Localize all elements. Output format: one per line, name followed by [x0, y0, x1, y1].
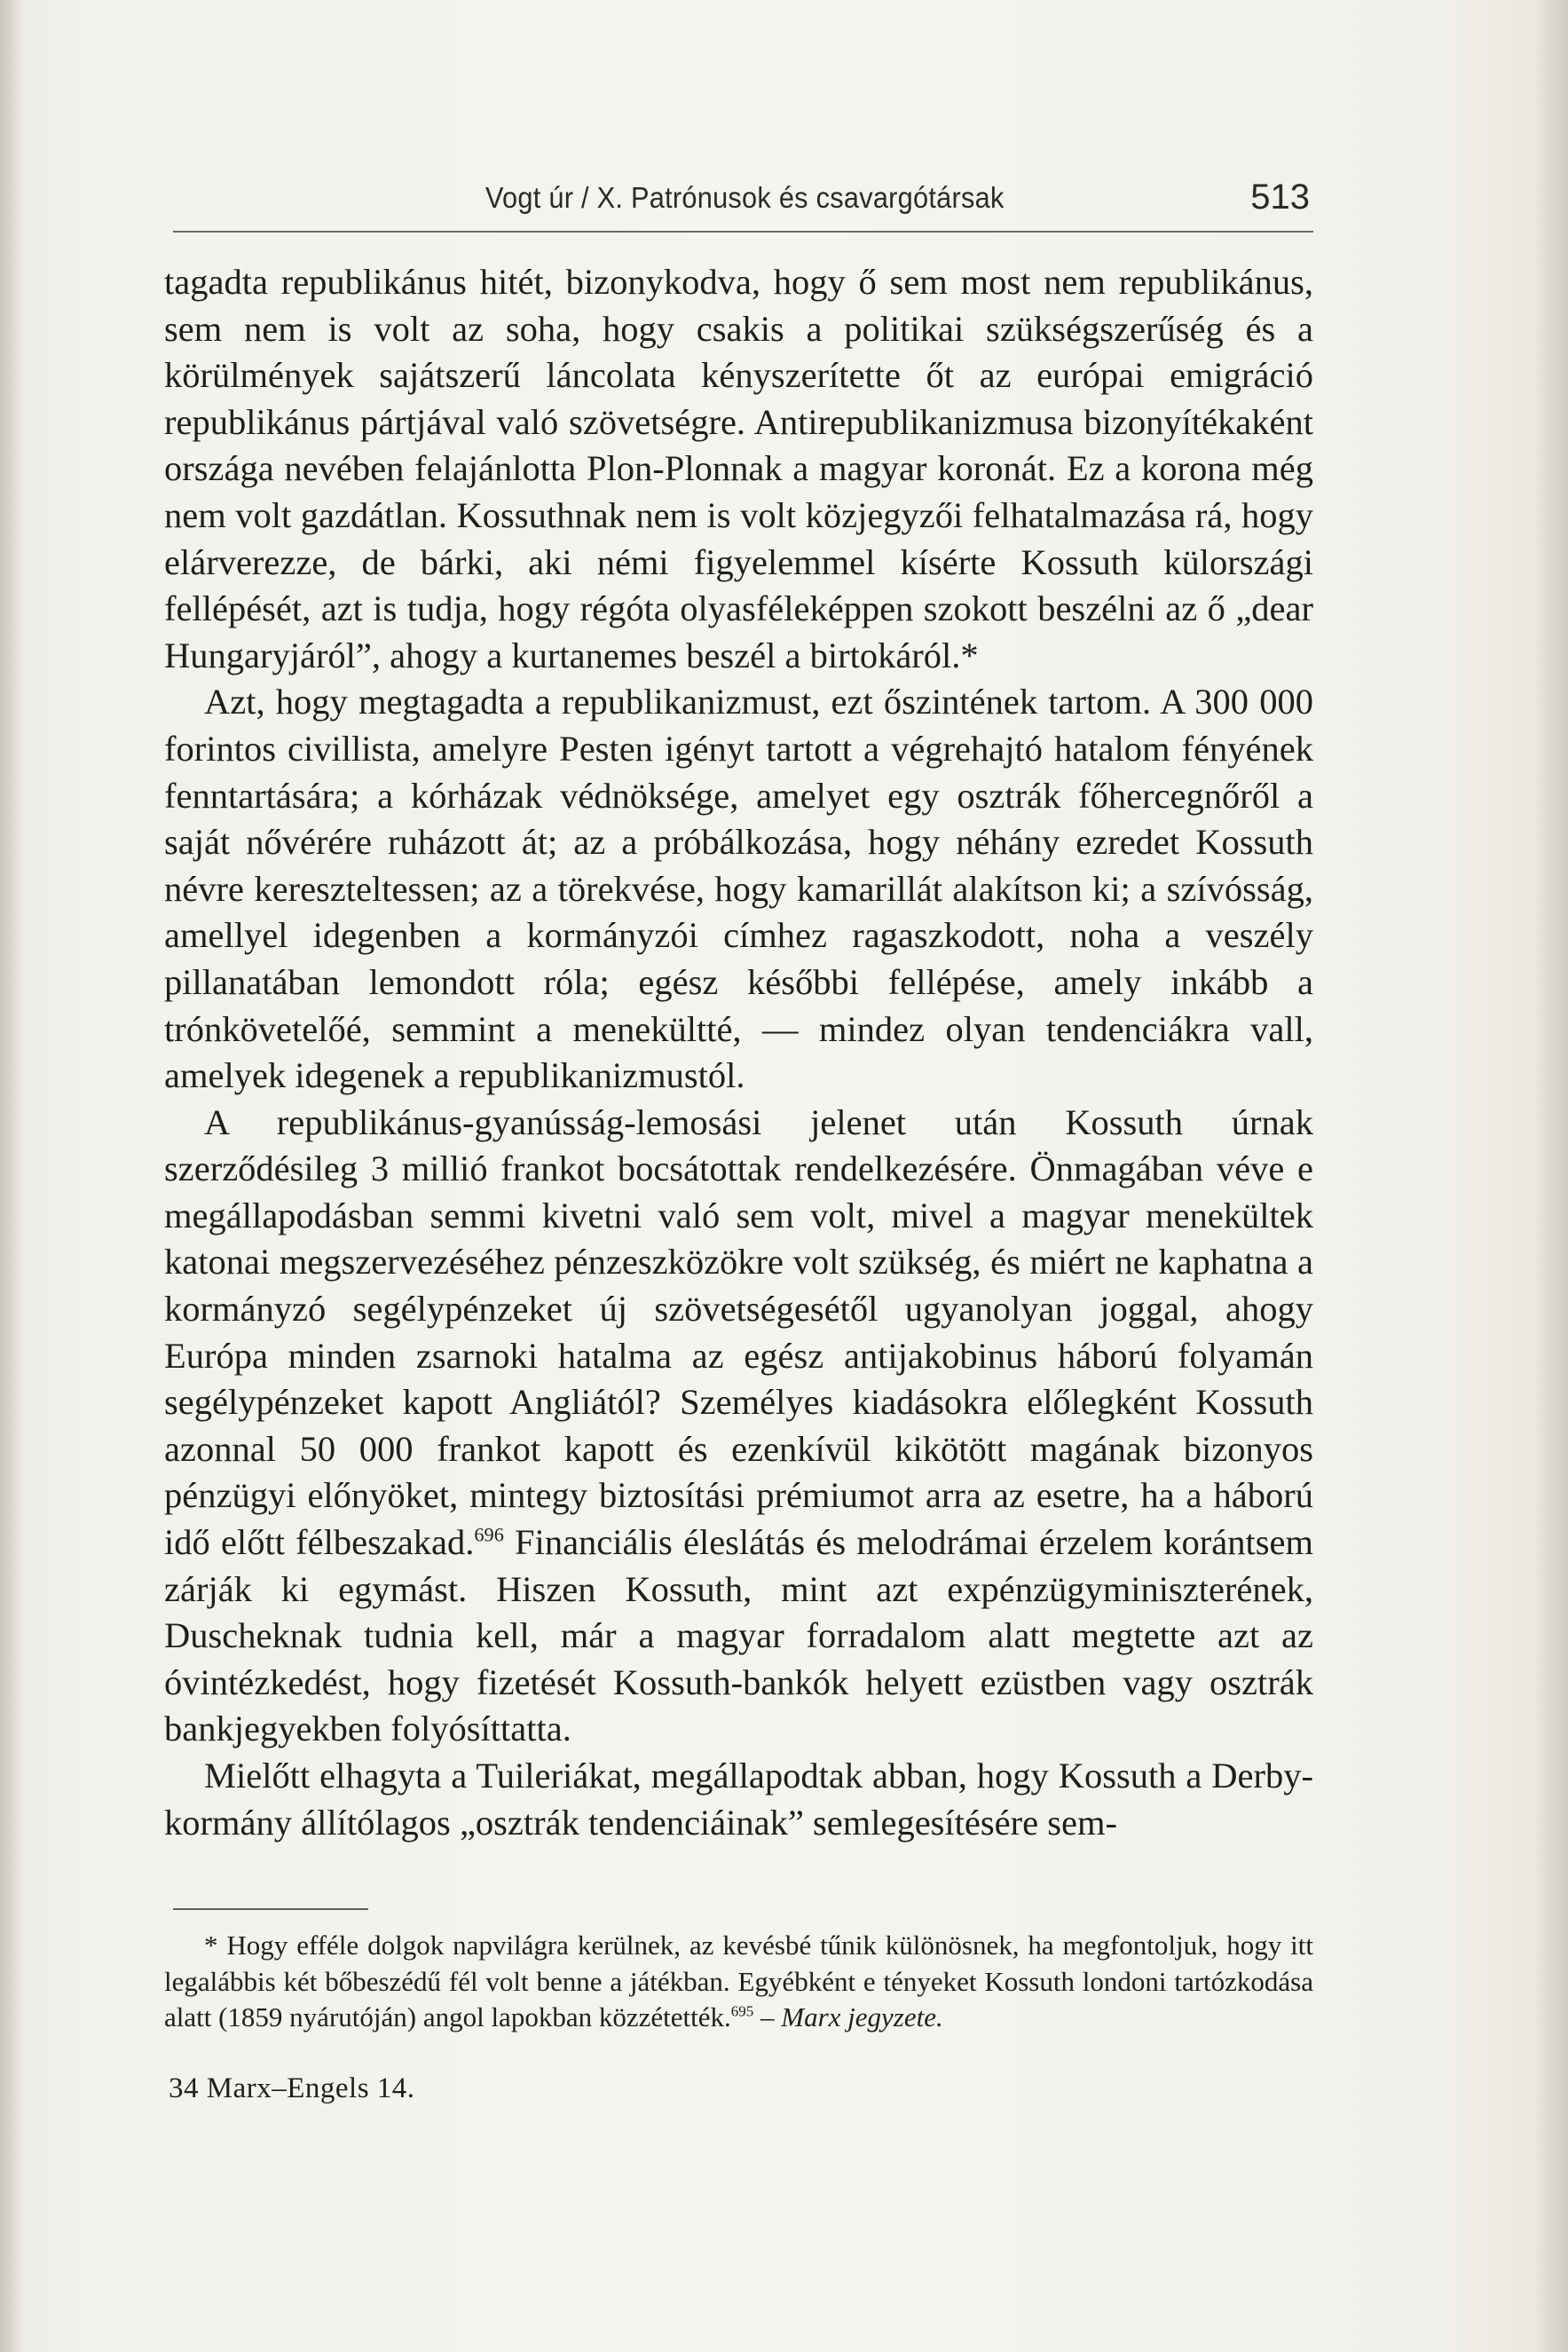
- footnote: [164, 1928, 1313, 2036]
- paragraph-4: Mielőtt elhagyta a Tuileriákat, megállapodtak abban, hogy Kossuth a Derby-kormány állítólagos „osztrák tendenciáinak” semlegesítésére sem-: [164, 1756, 1313, 1843]
- running-head: Vogt úr / X. Patrónusok és csavargótársak: [485, 181, 1005, 214]
- paragraph-3-part-1: A republikánus-gyanússág-lemosási jelenet után Kossuth úrnak szerződésileg 3 millió frankot bocsátottak rendelkezésére. Önmagában véve e megállapodásban semmi kivetni való sem volt, mivel a magyar menekültek katonai megszervezéséhez pénzeszközökre volt szükség, és miért ne kaphatna a kormányzó segélypénzeket új szövetségesétől ugyanolyan joggal, ahogy Európa minden zsarnoki hatalma az egész antijakobinus háború folyamán segélypénzeket kapott Angliától? Személyes kiadásokra előlegként Kossuth azonnal 50 000 frankot kapott és ezenkívül kikötött magának bizonyos pénzügyi előnyöket, mintegy biztosítási prémiumot arra az esetre, ha a háború idő előtt félbeszakad.: [164, 1101, 1313, 1563]
- footnote-separator: [173, 1908, 368, 1910]
- paragraph-1: tagadta republikánus hitét, bizonykodva, hogy ő sem most nem republikánus, sem nem is volt az soha, hogy csakis a politikai szükségszerűség és a körülmények sajátszerű láncolata kényszerítette őt az európai emigráció republikánus pártjával való szövetségre. Antirepublikanizmusa bizonyítékaként országa nevében felajánlotta Plon-Plonnak a magyar koronát. Ez a korona még nem volt gazdátlan. Kossuthnak nem is volt közjegyzői felhatalmazása rá, hogy elárverezze, de bárki, aki némi figyelemmel kísérte Kossuth külországi fellépését, azt is tudja, hogy régóta olyasféleképpen szokott beszélni az ő „dear Hungaryjáról”, ahogy a kurtanemes beszél a birtokáról.*: [164, 262, 1313, 675]
- left-page-edge: [0, 0, 25, 2352]
- note-reference-695: 695: [730, 2002, 754, 2020]
- paragraph-3: [164, 1100, 1313, 1753]
- paragraph-2: Azt, hogy megtagadta a republikanizmust, ezt őszintének tartom. A 300 000 forintos civillista, amelyre Pesten igényt tartott a végrehajtó hatalom fényének fenntartására; a kórházak védnöksége, amelyet egy osztrák főhercegnőről a saját nővérére ruházott át; az a próbálkozása, hogy néhány ezredet Kossuth névre kereszteltessen; az a törekvése, hogy kamarillát alakítson ki; a szívósság, amellyel idegenben a kormányzói címhez ragaszkodott, noha a veszély pillanatában lemondott róla; egész későbbi fellépése, amely inkább a trónkövetelőé, semmint a menekültté, — mindez olyan tendenciákra vall, amelyek idegenek a republikanizmustól.: [164, 682, 1313, 1096]
- note-reference-696: 696: [474, 1523, 504, 1546]
- footnote-dash: –: [753, 2001, 782, 2032]
- body-text: [164, 259, 1313, 1846]
- paragraph-3-part-2: Financiális éleslátás és melodrámai érzelem korántsem zárják ki egymást. Hiszen Kossuth, mint azt expénzügyminiszterének, Duscheknak tudnia kell, már a magyar forradalom alatt megtette azt az óvintézkedést, hogy fizetését Kossuth-bankók helyett ezüstben vagy osztrák bankjegyekben folyósíttatta.: [164, 1522, 1313, 1749]
- right-page-edge: [1534, 0, 1568, 2352]
- printer-signature: 34 Marx–Engels 14.: [169, 2072, 415, 2104]
- page-header: [173, 178, 1313, 233]
- footnote-text: * Hogy efféle dolgok napvilágra kerülnek, az kevésbé tűnik különösnek, ha megfontoljuk, hogy itt legalábbis két bőbeszédű fél volt benne a játékban. Egyébként e tényeket Kossuth londoni tartózkodása alatt (1859 nyárutóján) angol lapokban közzétették.: [164, 1930, 1313, 2032]
- page-number: 513: [1250, 178, 1310, 217]
- footnote-attribution: Marx jegyzete.: [781, 2001, 943, 2032]
